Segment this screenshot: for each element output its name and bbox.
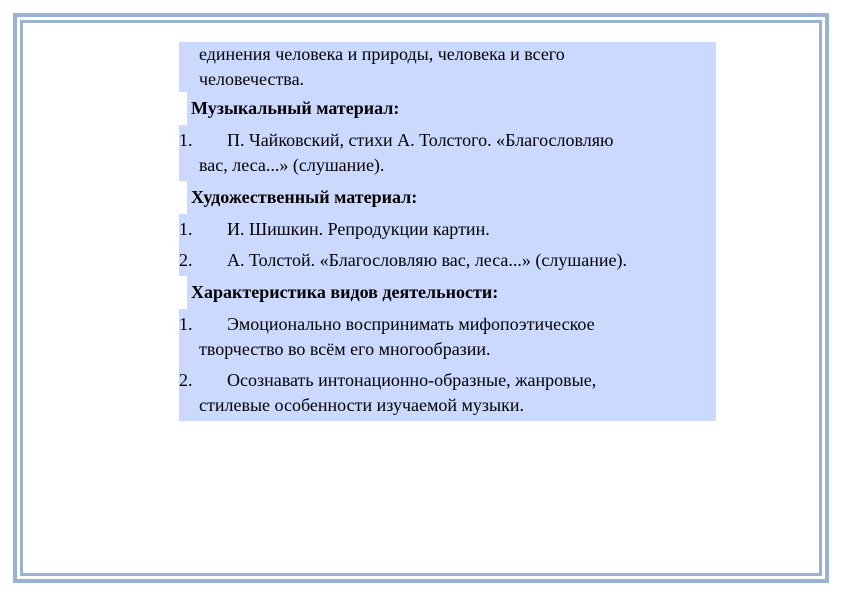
slide-content <box>179 42 716 421</box>
activities-list-item <box>179 365 716 421</box>
list-item-line-2: творчество во всём его многообразии. <box>199 339 491 359</box>
music-list-item <box>179 125 716 181</box>
intro-line-1: единения человека и природы, человека и всего <box>199 44 565 64</box>
list-item-line-1: И. Шишкин. Репродукции картин. <box>227 219 490 239</box>
activities-list-item <box>179 309 716 365</box>
list-number: 2. <box>179 250 193 270</box>
list-item-line-1: Осознавать интонационно-образные, жанровые, <box>227 370 597 390</box>
list-number: 1. <box>179 130 193 150</box>
activities-heading: Характеристика видов деятельности: <box>179 276 716 309</box>
intro-line-2: человечества. <box>199 69 305 89</box>
intro-paragraph <box>179 42 716 92</box>
music-heading: Музыкальный материал: <box>179 92 716 125</box>
list-item-line-2: стилевые особенности изучаемой музыки. <box>199 395 524 415</box>
art-list-item <box>179 214 716 245</box>
list-number: 1. <box>179 314 193 334</box>
list-item-line-1: А. Толстой. «Благословляю вас, леса...» (слушание). <box>227 250 627 270</box>
list-item-line-1: Эмоционально воспринимать мифопоэтическое <box>227 314 595 334</box>
list-number: 1. <box>179 219 193 239</box>
art-list-item <box>179 245 716 276</box>
list-item-line-1: П. Чайковский, стихи А. Толстого. «Благословляю <box>227 130 614 150</box>
list-number: 2. <box>179 370 193 390</box>
list-item-line-2: вас, леса...» (слушание). <box>199 155 385 175</box>
art-heading: Художественный материал: <box>179 181 716 214</box>
